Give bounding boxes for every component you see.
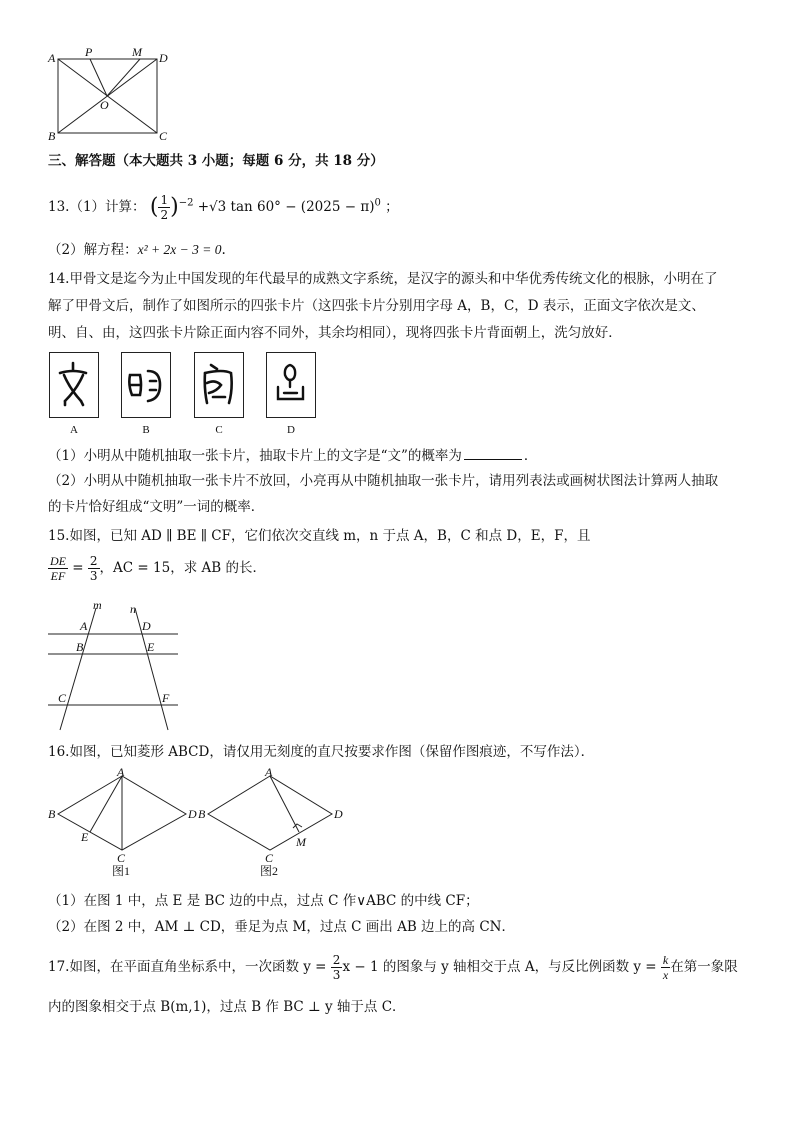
label-M: M — [296, 835, 306, 849]
label-C: C — [159, 129, 168, 143]
label-A: A — [265, 766, 273, 779]
q14-line3: 明、自、由，这四张卡片除正面内容不同外，其余均相同），现将四张卡片背面朝上，洗匀放好． — [48, 325, 622, 341]
label-B: B — [198, 807, 206, 821]
card-B — [121, 352, 171, 418]
card-label-C: C — [215, 424, 223, 436]
label-n: n — [130, 602, 136, 616]
section-title: 三、解答题（本大题共 3 小题；每题 6 分，共 18 分） — [48, 153, 384, 169]
answer-blank[interactable] — [464, 445, 522, 460]
q13-fraction: $\frac{1}{2}$ — [160, 193, 169, 222]
card-C — [194, 352, 244, 418]
card-label-B: B — [142, 424, 150, 436]
label-D: D — [188, 807, 197, 821]
q13-p1-mid: +√3 tan 60° − (2025 − π) — [197, 199, 375, 215]
label-D: D — [142, 619, 151, 633]
rectangle-figure — [44, 44, 174, 144]
label-O: O — [100, 98, 109, 112]
rhombus-figure-2 — [196, 766, 356, 878]
q15-line1: 15.如图，已知 AD ∥ BE ∥ CF，它们依次交直线 m，n 于点 A，B，C 和点 D，E，F，且 — [48, 528, 591, 544]
parallel-lines-figure — [44, 598, 194, 738]
label-B: B — [48, 129, 56, 143]
q14-sub2b: 的卡片恰好组成“文明”一词的概率． — [48, 499, 265, 515]
label-D: D — [159, 51, 168, 65]
caption-fig1: 图1 — [112, 864, 131, 878]
q13-part2: （2）解方程：x² + 2x − 3 = 0. — [48, 242, 226, 258]
q15-fraction-2-3: $\frac{2}{3}$ — [89, 554, 98, 583]
card-D — [266, 352, 316, 418]
label-P: P — [85, 45, 93, 59]
label-A: A — [48, 51, 56, 65]
q14-line1: 14.甲骨文是迄今为止中国发现的年代最早的成熟文字系统，是汉字的源头和中华优秀传统文化的根脉，小明在了 — [48, 271, 718, 287]
q15-line2: $\frac{DE}{EF}$ = $\frac{2}{3}$ ，AC = 15，求 AB 的长． — [50, 554, 266, 583]
label-D: D — [334, 807, 343, 821]
card-label-D: D — [287, 424, 295, 436]
q16-line1: 16.如图，已知菱形 ABCD，请仅用无刻度的直尺按要求作图（保留作图痕迹，不写作法）． — [48, 744, 595, 760]
q16-sub1: （1）在图 1 中，点 E 是 BC 边的中点，过点 C 作∨ABC 的中线 CF； — [48, 893, 479, 909]
label-B: B — [48, 807, 56, 821]
card-label-A: A — [70, 424, 78, 436]
q17-line2: 内的图象相交于点 B(m,1)，过点 B 作 BC ⊥ y 轴于点 C． — [48, 999, 406, 1015]
q13-p1-prefix: 13.（1）计算： — [48, 199, 146, 215]
q14-sub1: （1）小明从中随机抽取一张卡片，抽取卡片上的文字是“文”的概率为 ． — [48, 445, 537, 466]
label-C: C — [265, 851, 274, 865]
q17-fraction-2-3: $\frac{2}{3}$ — [332, 953, 341, 982]
q17-fraction-k-x: $\frac{k}{x}$ — [662, 953, 669, 982]
label-B: B — [76, 640, 84, 654]
label-F: F — [162, 691, 170, 705]
card-A — [49, 352, 99, 418]
q16-sub2: （2）在图 2 中，AM ⊥ CD，垂足为点 M，过点 C 画出 AB 边上的高 CN． — [48, 919, 515, 935]
label-E: E — [147, 640, 155, 654]
label-E: E — [81, 830, 89, 844]
label-M: M — [132, 45, 142, 59]
label-C: C — [117, 851, 126, 865]
label-C: C — [58, 691, 67, 705]
rhombus-figure-1 — [44, 766, 204, 878]
q13-part1: 13.（1）计算： ( $\frac{1}{2}$ )$^{-2}$ +√3 $\tan 60^\circ - (2025 - \pi)^0$ ； — [48, 193, 399, 222]
q14-sub2a: （2）小明从中随机抽取一张卡片不放回，小亮再从中随机抽取一张卡片，请用列表法或画树状图法计算两人抽取 — [48, 473, 719, 489]
caption-fig2: 图2 — [260, 864, 279, 878]
q14-line2: 解了甲骨文后，制作了如图所示的四张卡片（这四张卡片分别用字母 A，B，C，D 表示，正面文字依次是文、 — [48, 298, 705, 314]
q17-line1: 17.如图，在平面直角坐标系中，一次函数 y = $\frac{2}{3}$ x − 1 的图象与 y 轴相交于点 A，与反比例函数 y = $\frac{k}{x}$ 在第一象限 — [48, 953, 738, 982]
label-m: m — [93, 598, 102, 612]
label-A: A — [117, 766, 125, 779]
q13-equation: x² + 2x − 3 = 0 — [137, 242, 222, 257]
label-A: A — [80, 619, 88, 633]
q15-fraction-de-ef: $\frac{DE}{EF}$ — [50, 554, 66, 583]
